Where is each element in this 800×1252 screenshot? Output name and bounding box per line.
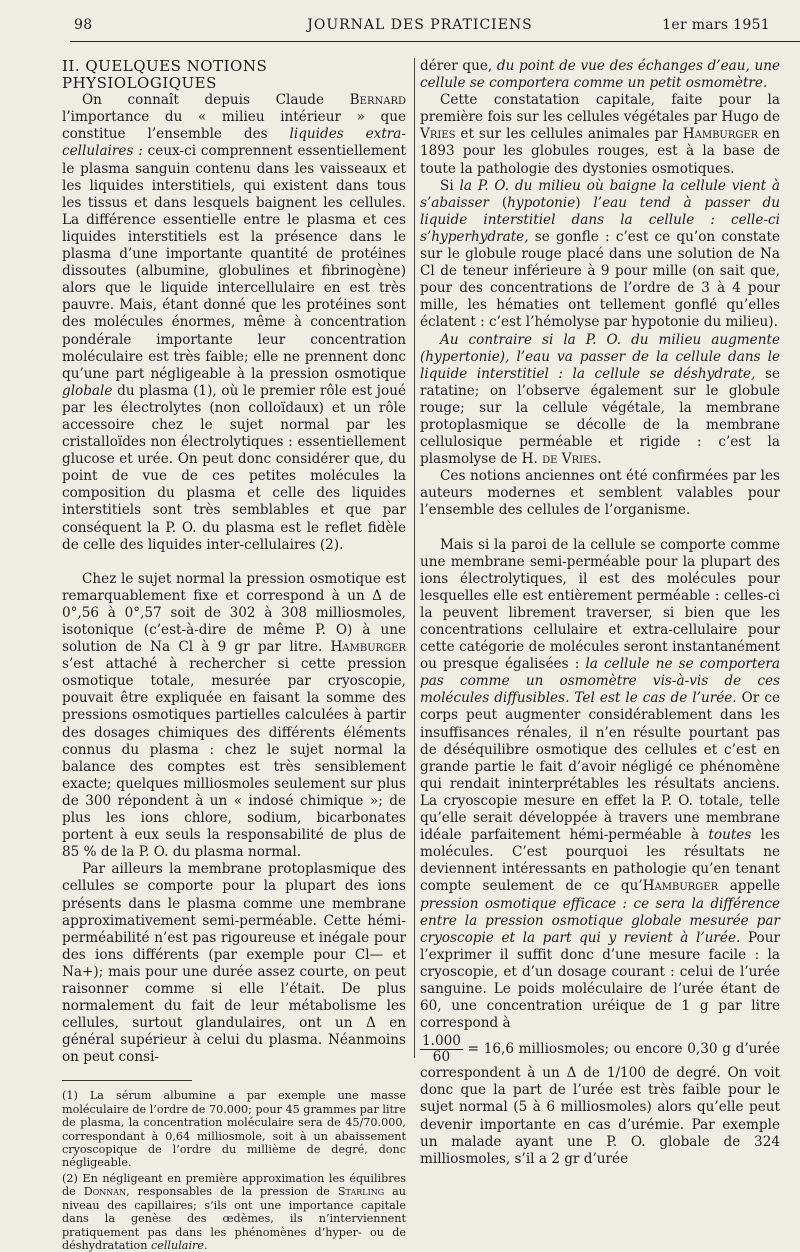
- paragraph-gap: [62, 554, 406, 571]
- text-run: en 1893 pour les globules rouges, est à la base de toute la pathologie des dystonies osmotiques.: [420, 126, 780, 177]
- footnote-rule: [62, 1080, 192, 1081]
- author-name: Hamburger: [682, 126, 759, 143]
- text-run: Si: [440, 177, 460, 194]
- text-run: Mais si la paroi de la cellule se comporte comme une membrane semi-perméable pour la plupart des ions électrolytiques, il est des molécules pour lesquelles elle est entièrement perméable : celles-ci la peuvent librement traverser, si bien que les concentrations cellulaire et extra-cellulaire pour cette catégorie de molécules seront instantanément ou presque égalisées :: [420, 536, 780, 673]
- issue-date: 1er mars 1951: [662, 17, 770, 33]
- text-run: Chez le sujet normal la pression osmotique est remarquablement fixe et correspond à un Δ de 0°,56 à 0°,57 soit de 302 à 308 milliosmoles, isotonique (c’est-à-dire de même P. O) à une solution de Na Cl à 9 gr par litre.: [62, 570, 406, 656]
- text-run: s’est attaché à rechercher si cette pression osmotique totale, mesurée par cryoscopie, pouvait être expliquée en faisant la somme des pressions osmotiques partielles calculées à partir des dosages chimiques des différents éléments connus du plasma : chez le sujet normal la balance des comptes est très sensiblement exacte; quelques milliosmoles seulement sur plus de 300 répondent à un « indosé chimique »; de plus les ions chlore, sodium, bicarbonates portent à eux seuls la responsabilité de plus de 85 % de la P. O. du plasma normal.: [62, 656, 406, 861]
- text-run: du plasma (1), où le premier rôle est joué par les électrolytes (non colloïdaux) et un rôle accessoire chez le sujet normal par les cristalloïdes non électrolytiques : essentiellement glucose et urée. On peut donc considérer que, du point de vue de ces petites molécules la composition du plasma et celle des liquides interstitiels sont très semblables et que par conséquent la P. O. du plasma est le reflet fidèle de celle des liquides inter-cellulaires (2).: [62, 382, 406, 553]
- page-number: 98: [74, 17, 93, 33]
- paragraph-gap: [420, 520, 780, 537]
- fraction: [420, 1034, 463, 1065]
- paragraph: [62, 92, 406, 554]
- author-name: Starling: [337, 1185, 385, 1199]
- text-run: ceux-ci comprennent essentiellement le plasma sanguin contenu dans les vaisseaux et les liquides interstitiels, qui existent dans tous les tissus et dans lesquels baignent les cellules. La différence essentielle entre le plasma et ces liquides interstitiels est la présence dans le plasma d’une importante quantité de protéines dissoutes (albumine, globulines et fibrinogène) alors que le liquide intercellulaire en est très pauvre. Mais, étant donné que les protéines sont des molécules énormes, même à concentration pondérale importante leur concentration moléculaire est très faible; elle ne prennent donc qu’une part négligeable à la pression osmotique: [62, 143, 406, 382]
- fraction-numerator: 1.000: [422, 1033, 461, 1050]
- text-run: au niveau des capillaires; s’ils ont une importance capitale dans la genèse des œdèmes, ils n’interviennent pratiquement pas dans les phénomènes d’hyper- ou de déshydratation: [62, 1185, 406, 1252]
- text-run: On connaît depuis Claude: [82, 92, 350, 109]
- italic-run: pression osmotique efficace : ce sera la différence entre la pression osmotique globale mesurée par cryoscopie et la part qui y revient à l’urée.: [420, 895, 780, 946]
- italic-run: toutes: [708, 827, 752, 844]
- italic-run: hypotonie: [507, 194, 576, 211]
- author-name: Hamburger: [330, 639, 406, 656]
- text-run: ): [575, 194, 594, 211]
- text-run: Pour l’exprimer il suffit donc d’une mesure facile : la cryoscopie, et d’un dosage courant : celui de l’urée sanguine. Le poids moléculaire de l’urée étant de 60, une concentration uréique de 1 g par litre correspond à: [420, 929, 780, 1032]
- author-name: de Vries: [542, 451, 598, 468]
- text-run: dérer que,: [420, 58, 497, 74]
- text-run: l’importance du « milieu intérieur » que constitue l’ensemble des: [62, 109, 406, 143]
- journal-title: JOURNAL DES PRATICIENS: [307, 17, 533, 33]
- paragraph: [62, 571, 406, 862]
- header-rule: [70, 41, 800, 42]
- text-run: se gonfle : c’est ce qu’on constate sur le globule rouge placé dans une solution de Na Cl de teneur inférieure à 9 pour mille (on sait que, pour des concentrations de l’ordre de 3 à 4 pour mille, les hématies ont tellement gonflé qu’elles éclatent : c’est l’hémolyse par hypotonie du milieu).: [420, 228, 780, 331]
- fraction-line: [420, 1034, 780, 1168]
- text-run: Or ce corps peut augmenter considérablement dans les insuffisances rénales, il n’en résulte pourtant pas de déséquilibre osmotique des cellules et c’est en grande partie le fait d’avoir négligé ce phénomène qui rendait ininterprétables les résultats anciens. La cryoscopie mesure en effet la P. O. totale, telle qu’elle serait développée à travers une membrane idéale parfaitement hémi-perméable à: [420, 690, 780, 844]
- section-title: II. QUELQUES NOTIONS PHYSIOLOGIQUES: [62, 57, 268, 93]
- paragraph: [420, 537, 780, 1033]
- italic-run: du point de vue des échanges d’eau, une cellule se comportera comme un petit osmomètre.: [420, 58, 780, 92]
- fraction-denominator: 60: [432, 1049, 451, 1066]
- text-run: se ratatine; on l’observe également sur le globule rouge; sur la cellule végétale, la membrane protoplasmique se décolle de la membrane cellulosique perméable et rigide : c’est la plasmolyse de H.: [420, 365, 780, 468]
- text-run: appelle: [718, 878, 780, 895]
- paragraph: Ces notions anciennes ont été confirmées par les auteurs modernes et semblent valables pour l’ensemble des cellules de l’organisme.: [420, 468, 780, 519]
- text-run: , responsables de la pression de: [126, 1185, 338, 1199]
- italic-run: cellulaire.: [150, 1238, 208, 1252]
- author-name: Donnan: [83, 1185, 127, 1199]
- column-divider: [414, 58, 415, 1058]
- paragraph: [420, 332, 780, 469]
- text-run: (2) En négligeant en première approximation les équilibres de: [62, 1171, 406, 1199]
- italic-run: liquides extra-cellulaires :: [62, 126, 406, 160]
- italic-run: la P. O. du milieu où baigne la cellule vient à s’abaisser: [420, 177, 780, 211]
- paragraph: [420, 178, 780, 332]
- italic-run: globale: [62, 382, 113, 399]
- footnote: (1) La sérum albumine a par exemple une masse moléculaire de l’ordre de 70.000; pour 45 grammes par litre de plasma, la concentration moléculaire sera de 45/70.000, correspondant à 0,64 milliosmole, soit à un abaissement cryoscopique de l’ordre du millième de degré, donc négligeable.: [62, 1089, 406, 1170]
- italic-run: Au contraire si la P. O. du milieu augmente (hypertonie), l’eau va passer de la cellule dans le liquide interstitiel : la cellule se déshydrate,: [420, 331, 780, 382]
- right-column: [420, 58, 781, 1167]
- text-run: (: [489, 194, 508, 211]
- running-header: [70, 14, 770, 38]
- text-run: Cette constatation capitale, faite pour la première fois sur les cellules végétales par Hugo de: [420, 92, 780, 126]
- text-run: et sur les cellules animales par: [455, 126, 683, 143]
- paragraph: [420, 58, 780, 92]
- italic-run: l’eau tend à passer du liquide interstitiel dans la cellule : celle-ci s’hyperhydrate,: [420, 194, 781, 245]
- left-column: [62, 58, 406, 1252]
- paragraph: Par ailleurs la membrane protoplasmique des cellules se comporte pour la plupart des ions présents dans le plasma comme une membrane approximativement semi-perméable. Cette hémi-perméabilité n’est pas rigoureuse et inégale pour des ions différents (par exemple pour Cl— et Na+); mais pour une durée assez courte, on peut raisonner comme si elle l’était. De plus normalement du fait de leur métabolisme les cellules, surtout glandulaires, ont un Δ en général supérieur à celui du plasma. Néanmoins on peut consi-: [62, 861, 406, 1066]
- italic-run: la cellule ne se comportera pas comme un osmomètre vis-à-vis de ces molécules diffusibles. Tel est le cas de l’urée.: [420, 656, 780, 707]
- text-run: = 16,6 milliosmoles; ou encore 0,30 g d’urée correspondent à un Δ de 1/100 de degré. On voit donc que la part de l’urée est très faible pour le sujet normal (5 à 6 milliosmoles) alors qu’elle peut devenir importante en cas d’urémie. Par exemple un malade ayant une P. O. globale de 324 milliosmoles, s’il a 2 gr d’urée: [420, 1041, 780, 1167]
- footnote: [62, 1172, 406, 1252]
- text-run: .: [597, 451, 602, 468]
- author-name: Bernard: [349, 92, 406, 109]
- author-name: Vries: [420, 126, 456, 143]
- paragraph: [420, 92, 780, 177]
- author-name: Hamburger: [642, 878, 719, 895]
- text-run: les molécules. C’est pourquoi les résultats ne deviennent intéressants en pathologie qu’en tenant compte seulement de ce qu’: [420, 827, 780, 895]
